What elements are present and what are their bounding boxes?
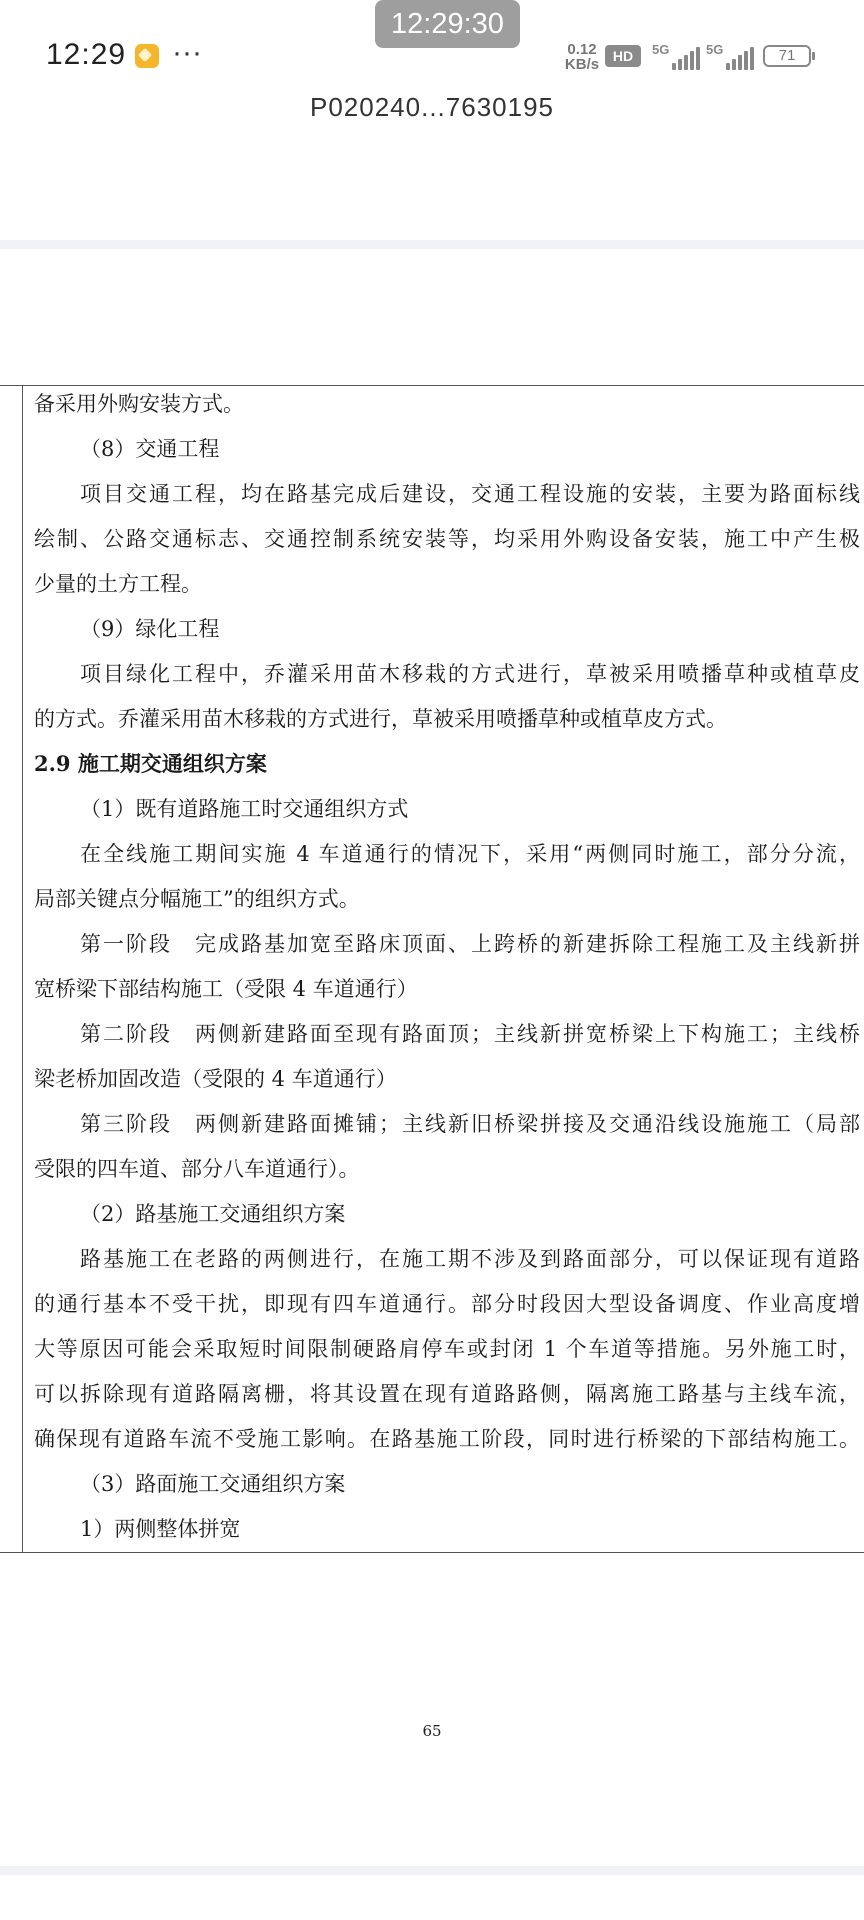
text-line: 梁老桥加固改造（受限的 4 车道通行） (34, 1067, 397, 1091)
text-line: 第二阶段 两侧新建路面至现有路面顶；主线新拼宽桥梁上下构施工；主线桥 (80, 1022, 860, 1046)
page-number: 65 (422, 1722, 442, 1740)
section-heading: （9）绿化工程 (80, 617, 220, 641)
section-heading: （2）路基施工交通组织方案 (80, 1202, 346, 1226)
signal-network-label: 5G (652, 42, 670, 57)
signal-strength-icon (706, 42, 756, 70)
notes-app-icon (135, 44, 159, 68)
text-line: 少量的土方工程。 (34, 572, 202, 596)
more-notifications-icon: ··· (172, 36, 202, 69)
text-line: 确保现有道路车流不受施工影响。在路基施工阶段，同时进行桥梁的下部结构施工。 (34, 1427, 860, 1451)
network-speed-unit: KB/s (564, 56, 600, 73)
signal-strength-icon (652, 42, 702, 70)
section-heading: （8）交通工程 (80, 437, 220, 461)
text-line: 的方式。乔灌采用苗木移栽的方式进行，草被采用喷播草种或植草皮方式。 (34, 707, 727, 731)
screen-clock-overlay: 12:29:30 (375, 0, 520, 48)
section-heading: （1）既有道路施工时交通组织方式 (80, 797, 409, 821)
signal-network-label: 5G (706, 42, 724, 57)
text-line: 1）两侧整体拼宽 (80, 1517, 241, 1541)
status-time: 12:29 (46, 38, 127, 71)
text-line: 备采用外购安装方式。 (34, 392, 244, 416)
text-line: 大等原因可能会采取短时间限制硬路肩停车或封闭 1 个车道等措施。另外施工时， (34, 1337, 860, 1361)
text-line: 路基施工在老路的两侧进行，在施工期不涉及到路面部分，可以保证现有道路 (80, 1247, 860, 1271)
text-line: 的通行基本不受干扰，即现有四车道通行。部分时段因大型设备调度、作业高度增 (34, 1292, 860, 1316)
battery-icon: 71 (763, 45, 811, 67)
section-heading: （3）路面施工交通组织方案 (80, 1472, 346, 1496)
document-title: P020240...7630195 (310, 92, 554, 122)
text-line: 宽桥梁下部结构施工（受限 4 车道通行） (34, 977, 418, 1001)
text-line: 第一阶段 完成路基加宽至路床顶面、上跨桥的新建拆除工程施工及主线新拼 (80, 932, 860, 956)
text-line: 绘制、公路交通标志、交通控制系统安装等，均采用外购设备安装，施工中产生极 (34, 527, 860, 551)
hd-voice-badge: HD (605, 45, 641, 67)
text-line: 受限的四车道、部分八车道通行）。 (34, 1157, 360, 1181)
text-line: 项目绿化工程中，乔灌采用苗木移栽的方式进行，草被采用喷播草种或植草皮 (80, 662, 860, 686)
network-speed (561, 42, 603, 72)
text-line: 在全线施工期间实施 4 车道通行的情况下，采用“两侧同时施工，部分分流， (80, 842, 860, 866)
text-line: 第三阶段 两侧新建路面摊铺；主线新旧桥梁拼接及交通沿线设施施工（局部 (80, 1112, 860, 1136)
text-line: 局部关键点分幅施工”的组织方式。 (34, 887, 360, 911)
chapter-heading: 2.9 施工期交通组织方案 (34, 751, 267, 776)
header-divider (0, 240, 864, 249)
text-line: 可以拆除现有道路隔离栅，将其设置在现有道路路侧，隔离施工路基与主线车流， (34, 1382, 860, 1406)
text-line: 项目交通工程，均在路基完成后建设，交通工程设施的安装，主要为路面标线 (80, 482, 860, 506)
page-divider (0, 1866, 864, 1875)
network-speed-value: 0.12 (567, 41, 597, 58)
